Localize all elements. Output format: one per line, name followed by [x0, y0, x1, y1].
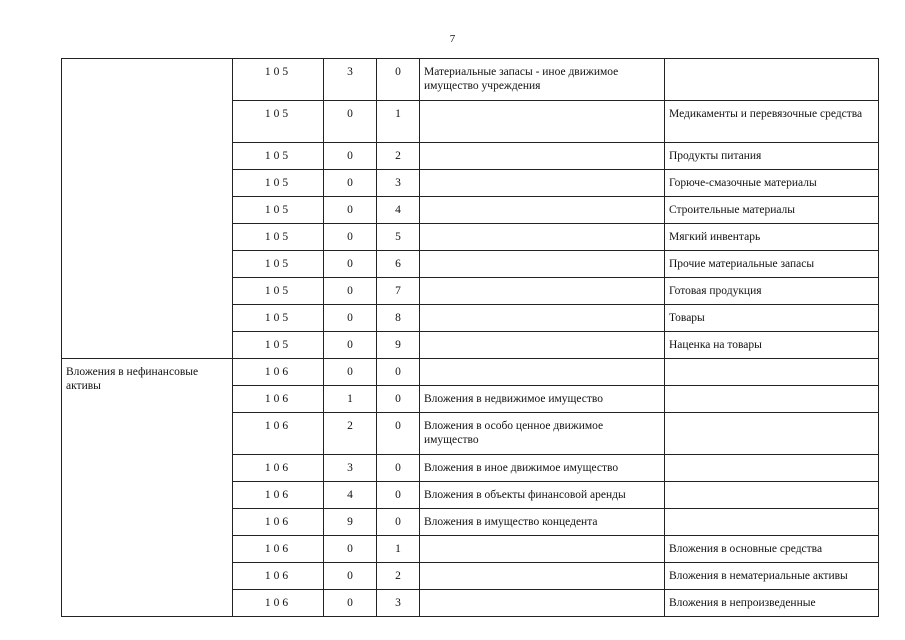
- account-code-cell: 105: [233, 170, 324, 197]
- analytic-code-a-cell: 1: [324, 386, 377, 413]
- account-code-cell: 105: [233, 332, 324, 359]
- account-name-cell: [665, 359, 879, 386]
- account-code-cell: 106: [233, 509, 324, 536]
- description-cell: Вложения в особо ценное движимое имущество: [420, 413, 665, 455]
- analytic-code-b-cell: 3: [377, 170, 420, 197]
- analytic-code-b-cell: 2: [377, 563, 420, 590]
- description-cell: [420, 590, 665, 617]
- description-cell: [420, 143, 665, 170]
- account-code-cell: 106: [233, 536, 324, 563]
- account-name-cell: [665, 455, 879, 482]
- analytic-code-b-cell: 0: [377, 413, 420, 455]
- description-cell: Вложения в объекты финансовой аренды: [420, 482, 665, 509]
- account-name-cell: Товары: [665, 305, 879, 332]
- description-cell: [420, 359, 665, 386]
- account-code-cell: 106: [233, 455, 324, 482]
- table-row: [62, 359, 879, 386]
- analytic-code-b-cell: 1: [377, 536, 420, 563]
- description-cell: Материальные запасы - иное движимое имущество учреждения: [420, 59, 665, 101]
- description-cell: [420, 305, 665, 332]
- account-name-cell: Готовая продукция: [665, 278, 879, 305]
- analytic-code-b-cell: 9: [377, 332, 420, 359]
- description-cell: [420, 278, 665, 305]
- analytic-code-b-cell: 7: [377, 278, 420, 305]
- account-code-cell: 106: [233, 413, 324, 455]
- account-name-cell: [665, 509, 879, 536]
- description-cell: [420, 170, 665, 197]
- account-code-cell: 105: [233, 59, 324, 101]
- account-name-cell: [665, 482, 879, 509]
- account-code-cell: 105: [233, 251, 324, 278]
- description-cell: [420, 224, 665, 251]
- analytic-code-b-cell: 1: [377, 101, 420, 143]
- account-code-cell: 106: [233, 359, 324, 386]
- account-code-cell: 105: [233, 224, 324, 251]
- analytic-code-b-cell: 2: [377, 143, 420, 170]
- description-cell: Вложения в имущество концедента: [420, 509, 665, 536]
- account-name-cell: [665, 386, 879, 413]
- analytic-code-a-cell: 0: [324, 170, 377, 197]
- account-name-cell: Продукты питания: [665, 143, 879, 170]
- description-cell: [420, 332, 665, 359]
- account-name-cell: Вложения в нематериальные активы: [665, 563, 879, 590]
- analytic-code-b-cell: 0: [377, 359, 420, 386]
- analytic-code-b-cell: 0: [377, 386, 420, 413]
- account-code-cell: 105: [233, 143, 324, 170]
- group-cell: [62, 59, 233, 359]
- description-cell: [420, 251, 665, 278]
- account-name-cell: [665, 59, 879, 101]
- description-cell: [420, 536, 665, 563]
- analytic-code-a-cell: 0: [324, 359, 377, 386]
- account-name-cell: Вложения в непроизведенные: [665, 590, 879, 617]
- description-cell: [420, 197, 665, 224]
- account-code-cell: 105: [233, 305, 324, 332]
- account-name-cell: Наценка на товары: [665, 332, 879, 359]
- account-code-cell: 106: [233, 590, 324, 617]
- account-name-cell: Медикаменты и перевязочные средства: [665, 101, 879, 143]
- analytic-code-b-cell: 0: [377, 509, 420, 536]
- analytic-code-a-cell: 0: [324, 563, 377, 590]
- table-row: [62, 59, 879, 101]
- analytic-code-a-cell: 0: [324, 278, 377, 305]
- analytic-code-b-cell: 4: [377, 197, 420, 224]
- description-cell: [420, 563, 665, 590]
- analytic-code-a-cell: 3: [324, 59, 377, 101]
- account-code-cell: 106: [233, 482, 324, 509]
- description-cell: Вложения в недвижимое имущество: [420, 386, 665, 413]
- analytic-code-a-cell: 0: [324, 224, 377, 251]
- analytic-code-a-cell: 0: [324, 101, 377, 143]
- account-code-cell: 106: [233, 563, 324, 590]
- analytic-code-a-cell: 0: [324, 143, 377, 170]
- account-code-cell: 105: [233, 278, 324, 305]
- account-name-cell: Мягкий инвентарь: [665, 224, 879, 251]
- analytic-code-b-cell: 8: [377, 305, 420, 332]
- analytic-code-b-cell: 0: [377, 59, 420, 101]
- account-code-cell: 106: [233, 386, 324, 413]
- description-cell: [420, 101, 665, 143]
- analytic-code-b-cell: 3: [377, 590, 420, 617]
- group-cell: Вложения в нефинансовые активы: [62, 359, 233, 617]
- analytic-code-a-cell: 0: [324, 332, 377, 359]
- analytic-code-a-cell: 0: [324, 197, 377, 224]
- account-name-cell: Горюче-смазочные материалы: [665, 170, 879, 197]
- analytic-code-a-cell: 9: [324, 509, 377, 536]
- analytic-code-a-cell: 0: [324, 251, 377, 278]
- account-code-cell: 105: [233, 101, 324, 143]
- analytic-code-a-cell: 4: [324, 482, 377, 509]
- account-name-cell: Прочие материальные запасы: [665, 251, 879, 278]
- account-name-cell: [665, 413, 879, 455]
- analytic-code-a-cell: 3: [324, 455, 377, 482]
- analytic-code-b-cell: 5: [377, 224, 420, 251]
- account-table: [61, 58, 879, 617]
- account-name-cell: Вложения в основные средства: [665, 536, 879, 563]
- analytic-code-b-cell: 0: [377, 455, 420, 482]
- analytic-code-a-cell: 0: [324, 590, 377, 617]
- analytic-code-a-cell: 0: [324, 536, 377, 563]
- analytic-code-b-cell: 6: [377, 251, 420, 278]
- account-name-cell: Строительные материалы: [665, 197, 879, 224]
- description-cell: Вложения в иное движимое имущество: [420, 455, 665, 482]
- analytic-code-b-cell: 0: [377, 482, 420, 509]
- page-number: 7: [449, 33, 456, 45]
- account-code-cell: 105: [233, 197, 324, 224]
- analytic-code-a-cell: 2: [324, 413, 377, 455]
- analytic-code-a-cell: 0: [324, 305, 377, 332]
